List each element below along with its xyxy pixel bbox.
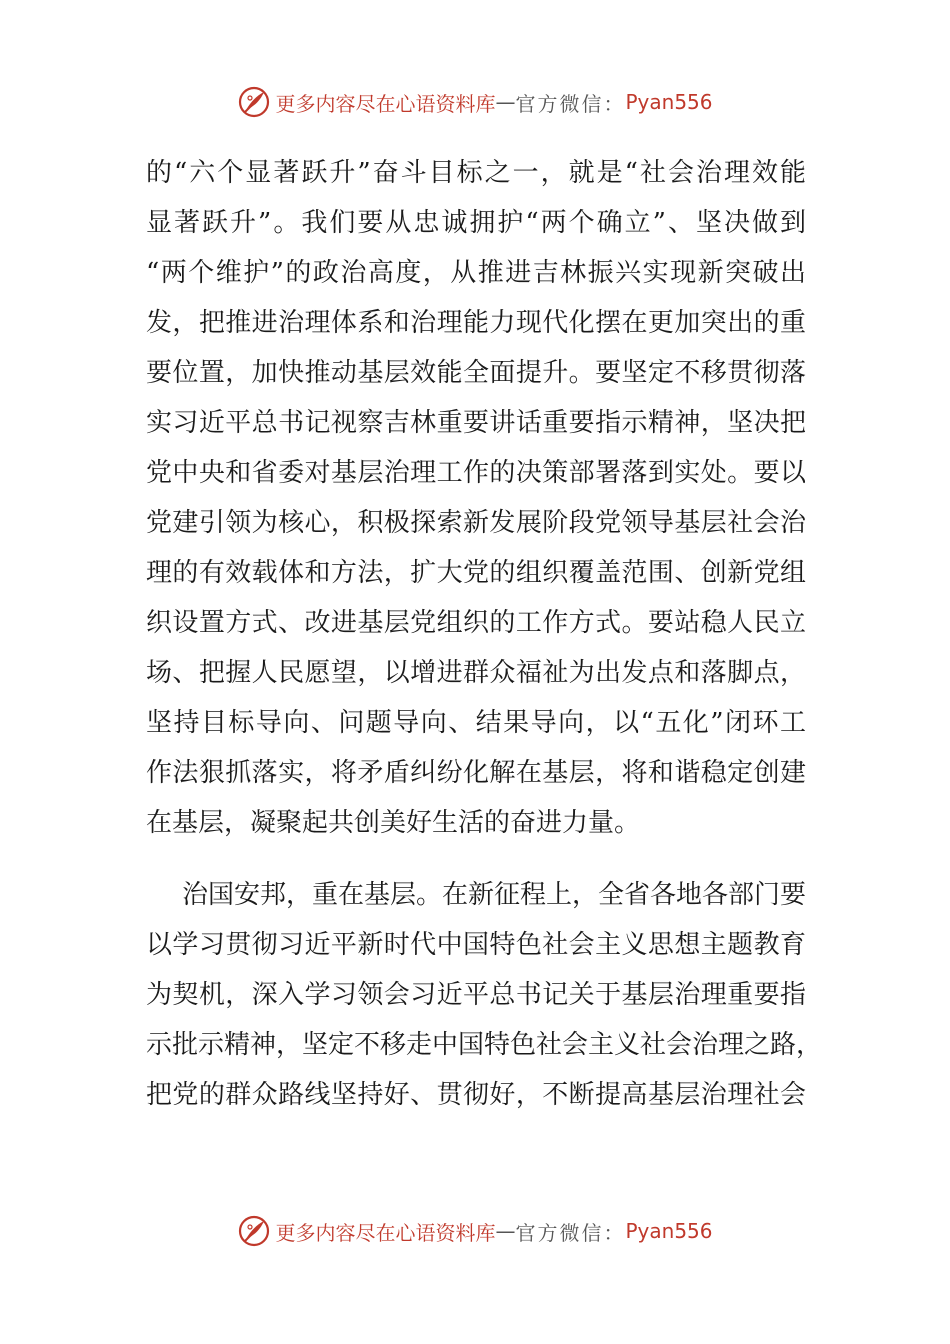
footer-wechat-label: 官方微信： [515,1220,626,1245]
footer-banner [0,1209,950,1253]
paragraph-gap [146,848,806,870]
footer-wechat-id: Pyan556 [625,1219,713,1243]
footer-slogan: 更多内容尽在心语资料库 [275,1220,496,1245]
header-dash: — [495,90,516,114]
text-line: 把党的群众路线坚持好、贯彻好，不断提高基层治理社会 [146,1080,806,1110]
header-wechat-id: Pyan556 [625,90,713,114]
header-wechat-label: 官方微信： [515,91,626,116]
header-slogan: 更多内容尽在心语资料库 [275,91,496,116]
text-line: 实习近平总书记视察吉林重要讲话重要指示精神，坚决把 [146,408,806,438]
text-line: 治国安邦，重在基层。在新征程上，全省各地各部门要 [182,880,807,910]
text-line: 场、把握人民愿望，以增进群众福祉为出发点和落脚点， [146,658,806,688]
quill-logo-icon [237,1214,271,1248]
text-line: 显著跃升”。我们要从忠诚拥护“两个确立”、坚决做到 [146,208,806,238]
text-line: 在基层，凝聚起共创美好生活的奋进力量。 [146,808,641,838]
text-line: 理的有效载体和方法，扩大党的组织覆盖范围、创新党组 [146,558,806,588]
paragraph-1 [146,148,806,848]
text-line: 作法狠抓落实，将矛盾纠纷化解在基层，将和谐稳定创建 [146,758,806,788]
article-body [146,148,823,1120]
paragraph-2 [146,870,823,1120]
header-banner [0,80,950,124]
text-line: 党建引领为核心，积极探索新发展阶段党领导基层社会治 [146,508,806,538]
text-line: 党中央和省委对基层治理工作的决策部署落到实处。要以 [146,458,806,488]
text-line: 以学习贯彻习近平新时代中国特色社会主义思想主题教育 [146,930,806,960]
quill-logo-icon [237,85,271,119]
text-line: 要位置，加快推动基层效能全面提升。要坚定不移贯彻落 [146,358,806,388]
text-line: 的“六个显著跃升”奋斗目标之一，就是“社会治理效能 [146,158,806,188]
text-line: 坚持目标导向、问题导向、结果导向，以“五化”闭环工 [146,708,806,738]
footer-dash: — [495,1219,516,1243]
text-line: 示批示精神，坚定不移走中国特色社会主义社会治理之路， [146,1030,823,1060]
text-line: “两个维护”的政治高度，从推进吉林振兴实现新突破出 [146,258,806,288]
text-line: 发，把推进治理体系和治理能力现代化摆在更加突出的重 [146,308,806,338]
text-line: 为契机，深入学习领会习近平总书记关于基层治理重要指 [146,980,806,1010]
text-line: 织设置方式、改进基层党组织的工作方式。要站稳人民立 [146,608,806,638]
